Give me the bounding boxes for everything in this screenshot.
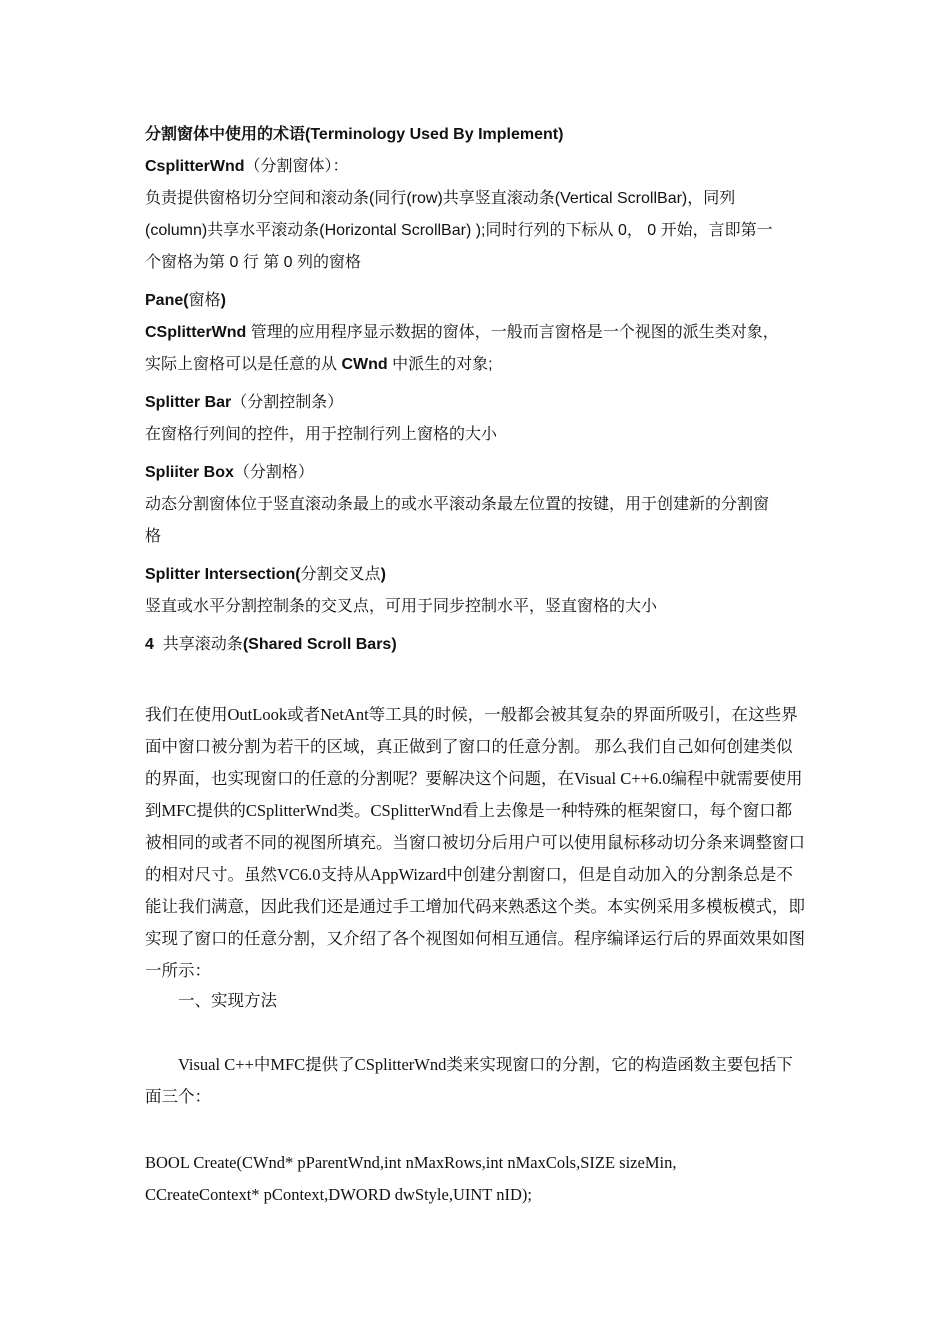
term-pane-desc-post: 中派生的对象;: [387, 356, 493, 373]
article-paragraph-line: 面中窗口被分割为若干的区域，真正做到了窗口的任意分割。 那么我们自己如何创建类似: [145, 737, 793, 756]
terms-heading-text: 分割窗体中使用的术语(Terminology Used By Implement): [145, 126, 564, 143]
article-paragraph2-line: Visual C++中MFC提供了CSplitterWnd类来实现窗口的分割，它的构造函数主要包括下: [178, 1055, 793, 1074]
term-pane-desc-bold: CSplitterWnd: [145, 324, 247, 341]
section-shared-scroll-heading: [145, 634, 815, 656]
term-csplitterwnd-desc-line: 个窗格为第 0 行 第 0 列的窗格: [145, 254, 362, 271]
article-paragraph-line: 被相同的或者不同的视图所填充。当窗口被切分后用户可以使用鼠标移动切分条来调整窗口: [145, 833, 805, 852]
term-pane-name: Pane(: [145, 292, 189, 309]
term-pane-close: ): [220, 292, 226, 309]
article-paragraph-line: 的相对尺寸。虽然VC6.0支持从AppWizard中创建分割窗口，但是自动加入的分割条总是不: [145, 865, 793, 884]
terms-heading: [145, 124, 815, 146]
article-paragraph-line: 实现了窗口的任意分割，又介绍了各个视图如何相互通信。程序编译运行后的界面效果如图: [145, 929, 805, 948]
term-splitter-bar-title: [145, 392, 815, 414]
term-splitter-intersection-desc: 竖直或水平分割控制条的交叉点，可用于同步控制水平，竖直窗格的大小: [145, 598, 658, 615]
article-paragraph-line: 的界面，也实现窗口的任意的分割呢？要解决这个问题，在Visual C++6.0编程中就需要使用: [145, 769, 803, 788]
code-line: BOOL Create(CWnd* pParentWnd,int nMaxRows,int nMaxCols,SIZE sizeMin,: [145, 1153, 677, 1172]
section-heading-implementation: 一、实现方法: [178, 991, 277, 1010]
term-csplitterwnd-suffix: （分割窗体）：: [244, 158, 349, 175]
article-paragraph-line: 我们在使用OutLook或者NetAnt等工具的时候，一般都会被其复杂的界面所吸引，在这些界: [145, 705, 798, 724]
term-pane-desc-rest: 管理的应用程序显示数据的窗体，一般而言窗格是一个视图的派生类对象，: [246, 324, 779, 341]
section-number: 4: [145, 636, 154, 653]
article-paragraph-line: 到MFC提供的CSplitterWnd类。CSplitterWnd看上去像是一种特殊的框架窗口，每个窗口都: [145, 801, 793, 820]
term-csplitterwnd-desc-line: 负责提供窗格切分空间和滚动条(同行(row)共享竖直滚动条(Vertical ScrollBar)，同列: [145, 190, 736, 207]
term-splitter-box-desc-line: 格: [145, 528, 162, 545]
term-csplitterwnd-desc-line: (column)共享水平滚动条(Horizontal ScrollBar) );同时行列的下标从 0， 0 开始，言即第一: [145, 222, 773, 239]
term-pane-title: [145, 290, 815, 312]
article-paragraph-line: 一所示：: [145, 961, 211, 980]
article-paragraph2-line: 面三个：: [145, 1087, 211, 1106]
term-csplitterwnd-name: CsplitterWnd: [145, 158, 245, 175]
term-pane-desc-line: [145, 322, 815, 344]
term-splitter-box-name: Spliiter Box: [145, 464, 234, 481]
code-line: CCreateContext* pContext,DWORD dwStyle,UINT nID);: [145, 1185, 532, 1204]
section-shared-scroll-cn: 共享滚动条: [153, 636, 243, 653]
article-paragraph-line: 能让我们满意，因此我们还是通过手工增加代码来熟悉这个类。本实例采用多模板模式，即: [145, 897, 805, 916]
term-splitter-box-desc-line: 动态分割窗体位于竖直滚动条最上的或水平滚动条最左位置的按键，用于创建新的分割窗: [145, 496, 770, 513]
term-splitter-bar-name: Splitter Bar: [145, 394, 232, 411]
term-splitter-box-title: [145, 462, 815, 484]
term-pane-cn: 窗格: [188, 292, 221, 309]
term-splitter-intersection-cn: 分割交叉点: [300, 566, 381, 583]
term-csplitterwnd-title: [145, 156, 815, 178]
term-splitter-intersection-name: Splitter Intersection(: [145, 566, 301, 583]
term-splitter-bar-suffix: （分割控制条）: [231, 394, 344, 411]
term-splitter-intersection-close: ): [380, 566, 386, 583]
term-splitter-box-suffix: （分割格）: [233, 464, 314, 481]
term-splitter-bar-desc: 在窗格行列间的控件，用于控制行列上窗格的大小: [145, 426, 498, 443]
term-pane-desc-line: [145, 354, 815, 376]
term-splitter-intersection-title: [145, 564, 815, 586]
section-shared-scroll-en: (Shared Scroll Bars): [242, 636, 397, 653]
term-pane-desc-cwnd: CWnd: [341, 356, 388, 373]
term-pane-desc-pre: 实际上窗格可以是任意的从: [145, 356, 342, 373]
